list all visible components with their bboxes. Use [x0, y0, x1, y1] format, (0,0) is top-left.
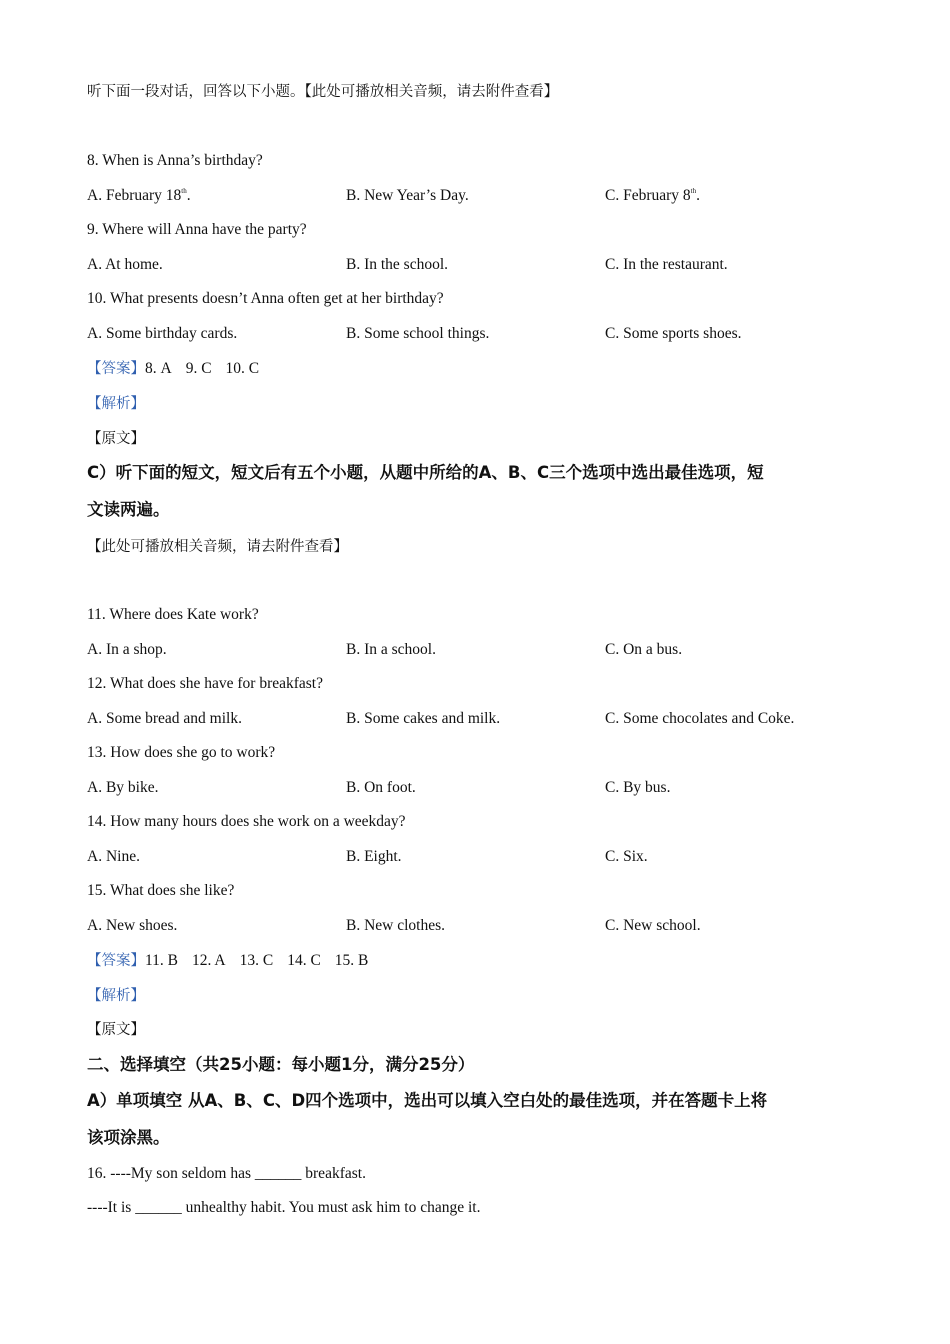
answer-line — [87, 359, 273, 379]
option-c: C. New school. — [605, 917, 701, 934]
answer-value: 9. C — [185, 360, 212, 377]
original-text-tag: 【原文】 — [87, 1022, 145, 1038]
option-b: B. New clothes. — [346, 917, 446, 934]
section-c-heading: C）听下面的短文，短文后有五个小题，从题中所给的A、B、C三个选项中选出最佳选项，短 — [87, 463, 764, 482]
option-a: A. Nine. — [87, 848, 140, 865]
original-text-tag: 【原文】 — [87, 431, 145, 447]
part-2-heading: 二、选择填空（共25小题：每小题1分，满分25分） — [87, 1055, 475, 1074]
answer-value: 15. B — [334, 952, 369, 969]
option-c: C. Six. — [605, 848, 648, 865]
question-14: 14. How many hours does she work on a weekday? — [87, 813, 406, 830]
question-13: 13. How does she go to work? — [87, 744, 276, 761]
analysis-tag: 【解析】 — [87, 988, 145, 1004]
section-c-heading-cont: 文读两遍。 — [87, 500, 170, 519]
option-c: C. On a bus. — [605, 641, 683, 658]
option-b: B. On foot. — [346, 779, 416, 796]
option-a: A. Some bread and milk. — [87, 710, 242, 727]
answer-value: 11. B — [145, 952, 179, 969]
answer-value: 8. A — [145, 360, 172, 377]
analysis-tag: 【解析】 — [87, 396, 145, 412]
option-b: B. In a school. — [346, 641, 436, 658]
option-b: B. Eight. — [346, 848, 402, 865]
option-b: B. In the school. — [346, 256, 449, 273]
question-16-reply: ----It is ______ unhealthy habit. You must ask him to change it. — [87, 1199, 481, 1216]
answer-line — [87, 951, 382, 971]
option-a: A. At home. — [87, 256, 163, 273]
answer-tag: 【答案】 — [87, 361, 145, 377]
part-2-subheading-cont: 该项涂黑。 — [87, 1128, 170, 1147]
question-12: 12. What does she have for breakfast? — [87, 675, 323, 692]
option-c: C. In the restaurant. — [605, 256, 728, 273]
audio-note: 【此处可播放相关音频，请去附件查看】 — [87, 539, 348, 555]
answer-value: 14. C — [287, 952, 321, 969]
part-2-subheading: A）单项填空 从A、B、C、D四个选项中，选出可以填入空白处的最佳选项，并在答题卡上将 — [87, 1091, 768, 1110]
question-15: 15. What does she like? — [87, 882, 235, 899]
question-8: 8. When is Anna’s birthday? — [87, 152, 263, 169]
option-a: A. February 18th. — [87, 187, 191, 204]
option-a: A. In a shop. — [87, 641, 167, 658]
option-b: B. Some school things. — [346, 325, 490, 342]
answer-tag: 【答案】 — [87, 953, 145, 969]
option-a: A. New shoes. — [87, 917, 178, 934]
answer-value: 10. C — [225, 360, 260, 377]
option-c: C. Some sports shoes. — [605, 325, 742, 342]
option-b: B. New Year’s Day. — [346, 187, 469, 204]
question-10: 10. What presents doesn’t Anna often get at her birthday? — [87, 290, 444, 307]
question-9: 9. Where will Anna have the party? — [87, 221, 307, 238]
answer-value: 12. A — [192, 952, 226, 969]
question-11: 11. Where does Kate work? — [87, 606, 259, 623]
option-a: A. By bike. — [87, 779, 159, 796]
option-c: C. By bus. — [605, 779, 671, 796]
option-c: C. Some chocolates and Coke. — [605, 710, 795, 727]
option-a: A. Some birthday cards. — [87, 325, 238, 342]
option-c: C. February 8th. — [605, 187, 700, 204]
question-16: 16. ----My son seldom has ______ breakfast. — [87, 1165, 366, 1182]
option-b: B. Some cakes and milk. — [346, 710, 501, 727]
answer-value: 13. C — [239, 952, 274, 969]
listening-intro: 听下面一段对话，回答以下小题。【此处可播放相关音频，请去附件查看】 — [87, 84, 559, 100]
